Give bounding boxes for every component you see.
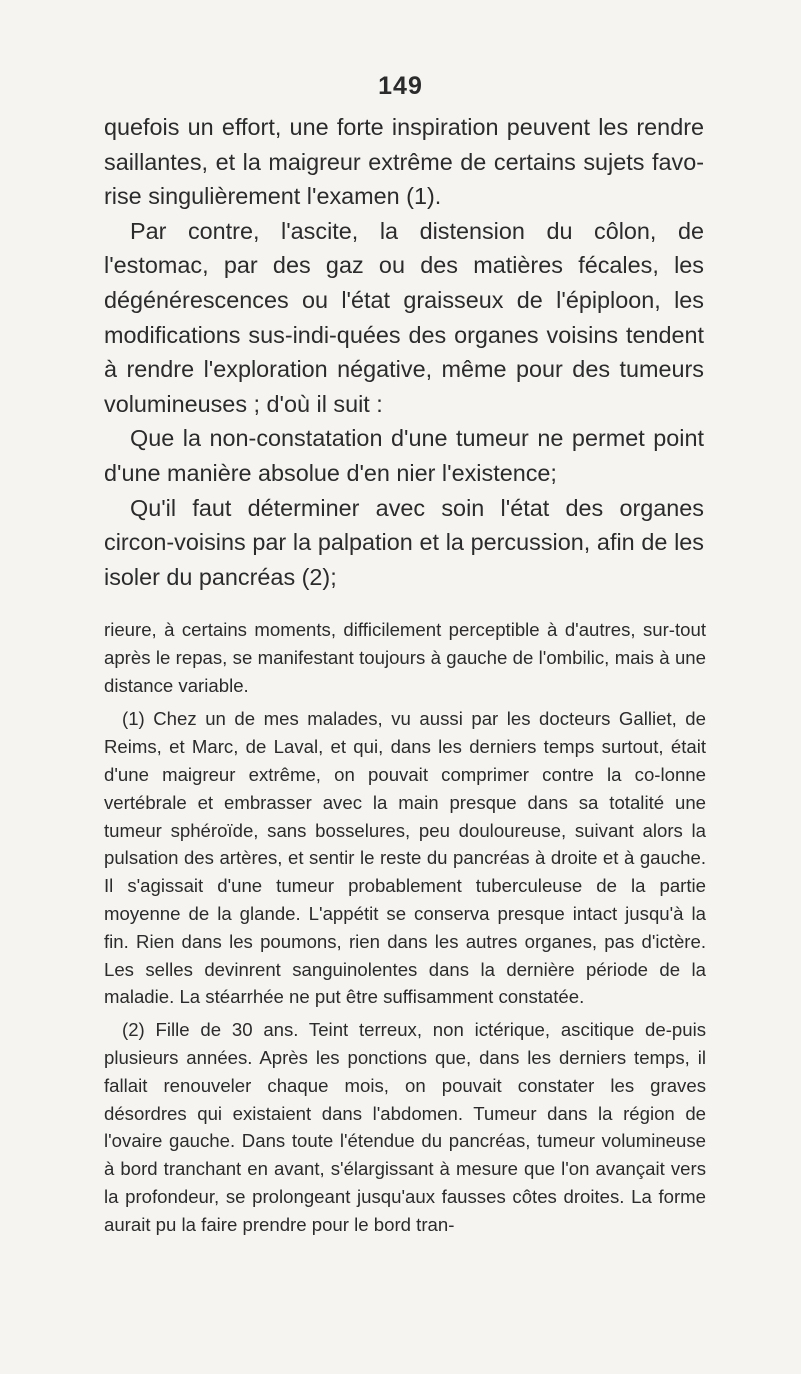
body-paragraph: quefois un effort, une forte inspiration peuvent les rendre saillantes, et la maigreur extrême de certains sujets favo-rise singulièrement l'examen (1). (104, 114, 704, 210)
body-paragraph: Qu'il faut déterminer avec soin l'état des organes circon-voisins par la palpation et la percussion, afin de les isoler du pancréas (2); (104, 494, 704, 590)
footnotes (104, 616, 706, 1239)
footnote-1: (1) Chez un de mes malades, vu aussi par les docteurs Galliet, de Reims, et Marc, de Laval, et qui, dans les derniers temps surtout, était d'une maigreur extrême, on pouvait comprimer contre la co-lonne vertébrale et embrasser avec la main presque dans sa totalité une tumeur sphéroïde, sans bosselures, peu douloureuse, suivant alors la pulsation des artères, et sentir le reste du pancréas à droite et à gauche. Il s'agissait d'une tumeur probablement tuberculeuse de la partie moyenne de la glande. L'appétit se conserva presque intact jusqu'à la fin. Rien dans les poumons, rien dans les autres organes, pas d'ictère. Les selles devinrent sanguinolentes dans la dernière période de la maladie. La stéarrhée ne put être suffisamment constatée. (104, 708, 706, 1008)
body-text (104, 110, 704, 594)
body-paragraph: Par contre, l'ascite, la distension du côlon, de l'estomac, par des gaz ou des matières fécales, les dégénérescences ou l'état graisseux de l'épiploon, les modifications sus-indi-quées des organes voisins tendent à rendre l'exploration négative, même pour des tumeurs volumineuses ; d'où il suit : (104, 217, 704, 417)
page-number: 149 (378, 72, 423, 100)
footnote-continuation: rieure, à certains moments, difficilement perceptible à d'autres, sur-tout après le repas, se manifestant toujours à gauche de l'ombilic, mais à une distance variable. (104, 619, 706, 696)
footnote-2: (2) Fille de 30 ans. Teint terreux, non ictérique, ascitique de-puis plusieurs années. Après les ponctions que, dans les derniers temps, il fallait renouveler chaque mois, on pouvait constater les graves désordres qui existaient dans l'abdomen. Tumeur dans la région de l'ovaire gauche. Dans toute l'étendue du pancréas, tumeur volumineuse à bord tranchant en avant, s'élargissant à mesure que l'on avançait vers la profondeur, se prolongeant jusqu'aux fausses côtes droites. La forme aurait pu la faire prendre pour le bord tran- (104, 1019, 706, 1235)
body-paragraph: Que la non-constatation d'une tumeur ne permet point d'une manière absolue d'en nier l'existence; (104, 425, 704, 486)
